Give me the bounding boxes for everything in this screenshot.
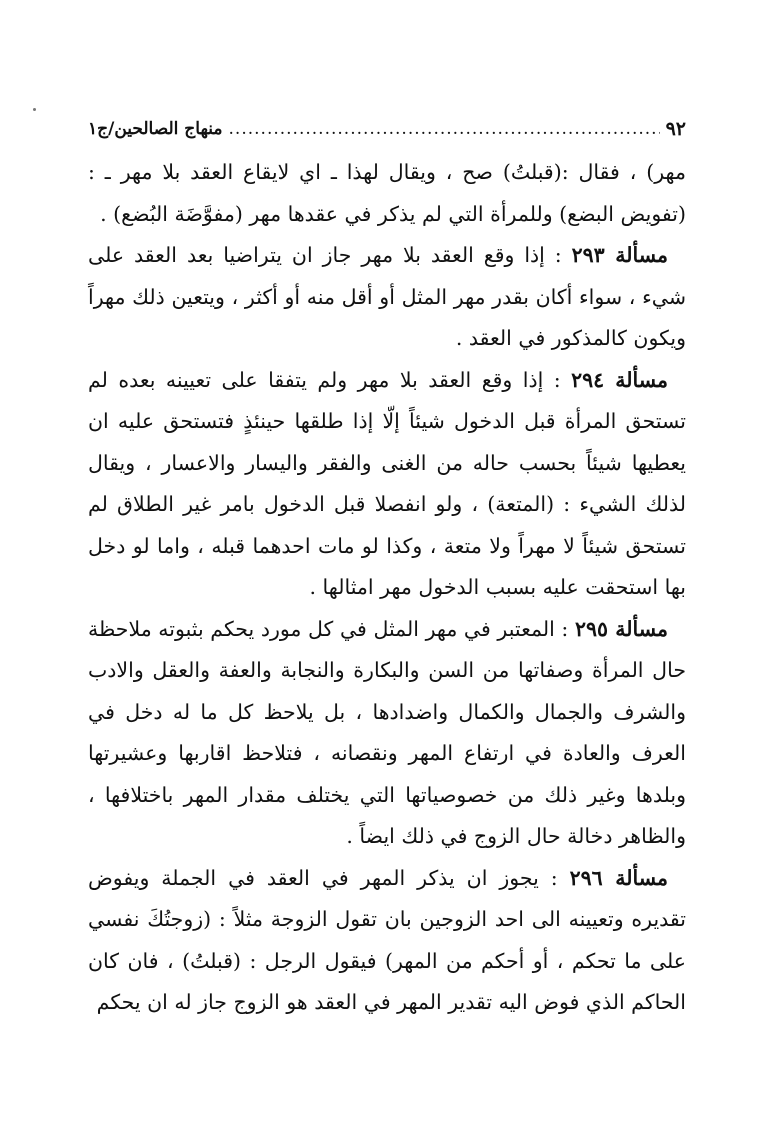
issue-293 — [88, 235, 686, 360]
issue-296 — [88, 858, 686, 1024]
issue-label: مسألة ٢٩٥ — [574, 616, 668, 641]
paragraph-text: مهر) ، فقال :(قبلتُ) صح ، ويقال لهذا ـ اي لايقاع العقد بلا مهر ـ : (تفويض البضع) وللمرأة التي لم يذكر في عقدها مهر (مفوَّضَة البُضع) . — [88, 160, 686, 226]
page-header — [88, 112, 686, 146]
paragraph-text: : إذا وقع العقد بلا مهر ولم يتفقا على تعيينه بعده لم تستحق المرأة قبل الدخول شيئاً إلّا إذا طلقها حينئذٍ فتستحق عليه ان يعطيها شيئاً بحسب حاله من الغنى والفقر واليسار والاعسار ، ويقال لذلك الشيء : (المتعة) ، ولو انفصلا قبل الدخول بامر غير الطلاق لم تستحق شيئاً لا مهراً ولا متعة ، وكذا لو مات احدهما قبله ، واما لو دخل بها استحقت عليه بسبب الدخول مهر امثالها . — [88, 367, 686, 599]
paragraph-text: : إذا وقع العقد بلا مهر جاز ان يتراضيا بعد العقد على شيء ، سواء أكان بقدر مهر المثل أو أقل منه أو أكثر ، ويتعين ذلك مهراً ويكون كالمذكور في العقد . — [88, 243, 686, 350]
page-body — [88, 152, 686, 1024]
scan-speck — [33, 108, 36, 111]
issue-label: مسألة ٢٩٤ — [571, 367, 669, 392]
paragraph-text: : المعتبر في مهر المثل في كل مورد يحكم بثبوته ملاحظة حال المرأة وصفاتها من السن والبكارة والنجابة والعفة والعقل والادب والشرف والجمال والكمال واضدادها ، بل يلاحظ كل ما له دخل في العرف والعادة في ارتفاع المهر ونقصانه ، فتلاحظ اقاربها وعشيرتها وبلدها وغير ذلك من خصوصياتها التي يختلف مقدار المهر باختلافها ، والظاهر دخالة حال الزوج في ذلك ايضاً . — [88, 616, 686, 848]
issue-295 — [88, 609, 686, 858]
issue-label: مسألة ٢٩٣ — [571, 243, 668, 267]
issue-label: مسألة ٢٩٦ — [569, 865, 668, 890]
issue-294 — [88, 360, 686, 609]
page-number: ٩٢ — [665, 118, 686, 140]
header-leader-dots — [229, 119, 660, 139]
paragraph-text: : يجوز ان يذكر المهر في العقد في الجملة ويفوض تقديره وتعيينه الى احد الزوجين بان تقول الزوجة مثلاً : (زوجتُكَ نفسي على ما تحكم ، أو أحكم من المهر) فيقول الرجل : (قبلتُ) ، فان كان الحاكم الذي فوض اليه تقدير المهر في العقد هو الزوج جاز له ان يحكم — [88, 865, 686, 1014]
book-title: منهاج الصالحين/ج١ — [88, 119, 223, 139]
paragraph-continuation — [88, 152, 686, 235]
